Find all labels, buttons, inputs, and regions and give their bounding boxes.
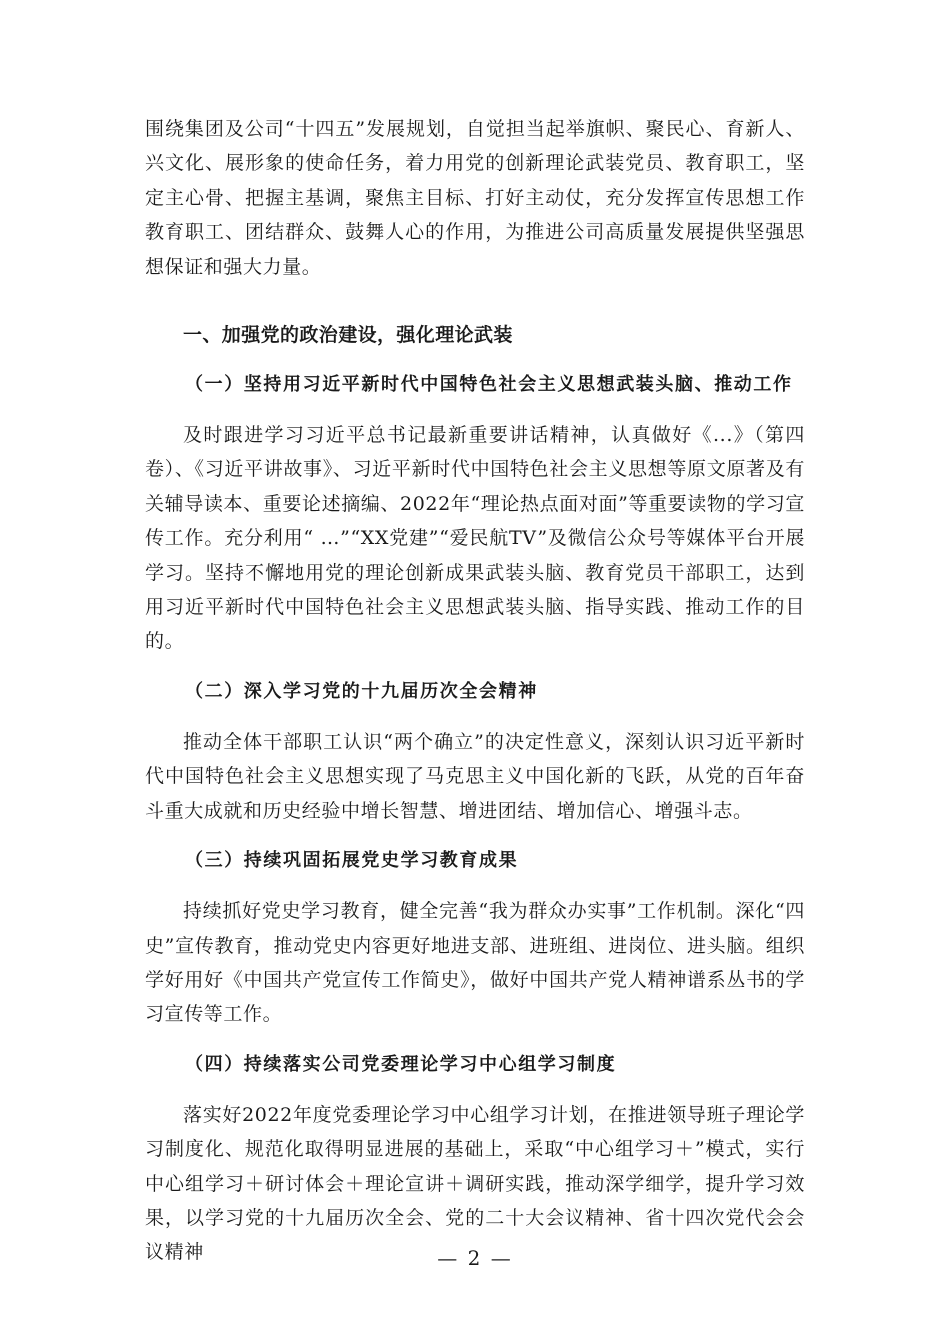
subsection-body-4: 落实好2022年度党委理论学习中心组学习计划，在推进领导班子理论学习制度化、规范化取得明显进展的基础上，采取“中心组学习＋”模式，实行中心组学习＋研讨体会＋理论宣讲＋调研实践，推动深学细学，提升学习效果，以学习党的十九届历次全会、党的二十大会议精神、省十四次党代会会议精神 bbox=[145, 1103, 805, 1264]
document-body bbox=[145, 112, 805, 1270]
subsection-body-2: 推动全体干部职工认识“两个确立”的决定性意义，深刻认识习近平新时代中国特色社会主义思想实现了马克思主义中国化新的飞跃，从党的百年奋斗重大成就和历史经验中增长智慧、增进团结、增加信心、增强斗志。 bbox=[145, 730, 805, 822]
intro-paragraph: 围绕集团及公司“十四五”发展规划，自觉担当起举旗帜、聚民心、育新人、兴文化、展形象的使命任务，着力用党的创新理论武装党员、教育职工，坚定主心骨、把握主基调，聚焦主目标、打好主动仗，充分发挥宣传思想工作教育职工、团结群众、鼓舞人心的作用，为推进公司高质量发展提供坚强思想保证和强大力量。 bbox=[145, 118, 805, 278]
subsection-heading-1: （一）坚持用习近平新时代中国特色社会主义思想武装头脑、推动工作 bbox=[185, 374, 793, 396]
subsection-heading-4: （四）持续落实公司党委理论学习中心组学习制度 bbox=[185, 1053, 617, 1075]
subsection-heading-3: （三）持续巩固拓展党史学习教育成果 bbox=[185, 850, 519, 872]
section-heading: 一、加强党的政治建设，强化理论武装 bbox=[183, 324, 513, 347]
subsection-body-1: 及时跟进学习习近平总书记最新重要讲话精神，认真做好《...》（第四卷）、《习近平讲故事》、习近平新时代中国特色社会主义思想等原文原著及有关辅导读本、重要论述摘编、2022年“理论热点面对面”等重要读物的学习宣传工作。充分利用“ …”“XX党建”“爱民航TV”及微信公众号等媒体平台开展学习。坚持不懈地用党的理论创新成果武装头脑、教育党员干部职工，达到用习近平新时代中国特色社会主义思想武装头脑、指导实践、推动工作的目的。 bbox=[145, 424, 805, 653]
subsection-heading-2: （二）深入学习党的十九届历次全会精神 bbox=[185, 680, 538, 702]
subsection-body-3: 持续抓好党史学习教育，健全完善“我为群众办实事”工作机制。深化“四史”宣传教育，推动党史内容更好地进支部、进班组、进岗位、进头脑。组织学好用好《中国共产党宣传工作简史》，做好中国共产党人精神谱系丛书的学习宣传等工作。 bbox=[145, 900, 805, 1026]
page-number: — 2 — bbox=[437, 1246, 513, 1270]
